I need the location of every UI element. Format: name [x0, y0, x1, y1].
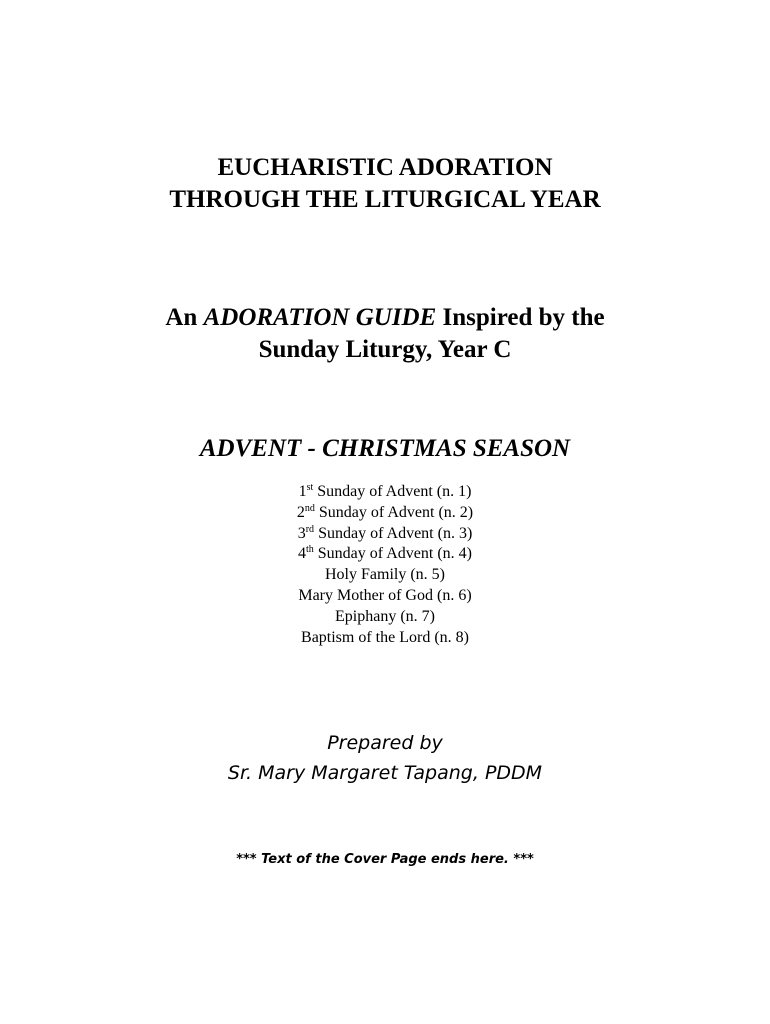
season-heading: ADVENT - CHRISTMAS SEASON [199, 435, 571, 462]
subtitle-line-2: Sunday Liturgy, Year C [258, 336, 512, 363]
list-item: Mary Mother of God (n. 6) [298, 586, 472, 604]
subtitle-line-1 [0, 303, 770, 333]
subtitle-suffix: Inspired by the [436, 304, 605, 331]
list-item [0, 544, 770, 565]
item-number: 1 [298, 483, 307, 500]
title-line-1: EUCHARISTIC ADORATION [217, 154, 553, 181]
list-item: Holy Family (n. 5) [325, 566, 445, 584]
cover-end-note: *** Text of the Cover Page ends here. *** [236, 852, 534, 867]
list-item [0, 503, 770, 524]
item-number: 3 [297, 524, 306, 542]
item-text: Sunday of Advent (n. 2) [314, 503, 474, 521]
list-item [0, 524, 770, 545]
contents-list [0, 482, 770, 648]
subtitle-prefix: An [165, 304, 204, 331]
item-ordinal: rd [305, 523, 315, 535]
item-ordinal: th [306, 544, 314, 556]
list-item: Baptism of the Lord (n. 8) [301, 628, 469, 646]
item-text: Sunday of Advent (n. 4) [313, 545, 472, 563]
item-ordinal: st [306, 482, 314, 493]
item-text: Sunday of Advent (n. 3) [314, 524, 473, 542]
title-line-2: THROUGH THE LITURGICAL YEAR [169, 186, 601, 213]
item-text: Sunday of Advent (n. 1) [313, 483, 472, 500]
item-number: 4 [298, 545, 306, 563]
item-ordinal: nd [304, 502, 315, 514]
prepared-by-label: Prepared by [327, 732, 443, 754]
list-item [0, 482, 770, 503]
subtitle-emphasis: ADORATION GUIDE [203, 304, 437, 331]
item-number: 2 [296, 503, 305, 521]
author-name: Sr. Mary Margaret Tapang, PDDM [227, 762, 543, 784]
list-item: Epiphany (n. 7) [335, 607, 435, 625]
